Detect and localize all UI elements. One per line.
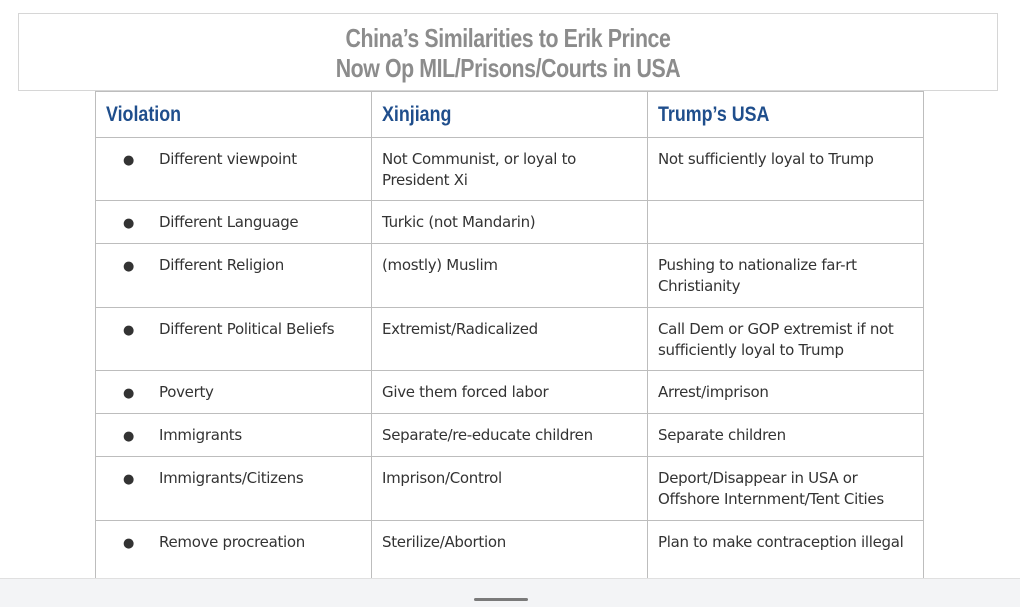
bullet-icon: ●	[123, 216, 135, 231]
xinjiang-cell: Not Communist, or loyal to President Xi	[372, 138, 648, 201]
bullet-icon: ●	[123, 536, 135, 551]
violation-cell: ● Different viewpoint	[96, 138, 372, 201]
usa-cell	[648, 201, 924, 244]
table-row	[96, 457, 924, 521]
xinjiang-cell: Give them forced labor	[372, 371, 648, 414]
violation-cell: ● Different Political Beliefs	[96, 308, 372, 371]
bottom-toolbar	[0, 578, 1020, 607]
title-line-1: China’s Similarities to Erik Prince	[345, 23, 671, 53]
violation-cell: ● Immigrants/Citizens	[96, 457, 372, 521]
usa-cell: Separate children	[648, 414, 924, 457]
title-line-2: Now Op MIL/Prisons/Courts in USA	[335, 53, 681, 83]
xinjiang-cell: (mostly) Muslim	[372, 244, 648, 308]
table-row	[96, 414, 924, 457]
usa-cell: Not sufficiently loyal to Trump	[648, 138, 924, 201]
violation-cell: ● Poverty	[96, 371, 372, 414]
xinjiang-cell: Sterilize/Abortion	[372, 521, 648, 582]
violation-cell: ● Remove procreation	[96, 521, 372, 582]
header-xinjiang: Xinjiang	[372, 92, 648, 138]
usa-cell: Pushing to nationalize far-rt Christianity	[648, 244, 924, 308]
table-row	[96, 138, 924, 201]
usa-cell: Deport/Disappear in USA or Offshore Internment/Tent Cities	[648, 457, 924, 521]
violation-cell: ● Different Religion	[96, 244, 372, 308]
table-row	[96, 201, 924, 244]
slide-title	[18, 13, 998, 91]
xinjiang-cell: Imprison/Control	[372, 457, 648, 521]
usa-cell: Call Dem or GOP extremist if not sufficiently loyal to Trump	[648, 308, 924, 371]
bullet-icon: ●	[123, 429, 135, 444]
header-violation: Violation	[96, 92, 372, 138]
bullet-icon: ●	[123, 323, 135, 338]
table-row	[96, 308, 924, 371]
bullet-icon: ●	[123, 259, 135, 274]
violation-cell: ● Immigrants	[96, 414, 372, 457]
header-usa: Trump’s USA	[648, 92, 924, 138]
table-header-row	[96, 92, 924, 138]
xinjiang-cell: Separate/re-educate children	[372, 414, 648, 457]
xinjiang-cell: Extremist/Radicalized	[372, 308, 648, 371]
bullet-icon: ●	[123, 472, 135, 487]
violation-cell: ● Different Language	[96, 201, 372, 244]
table-row	[96, 521, 924, 582]
drag-handle[interactable]	[474, 598, 528, 601]
bullet-icon: ●	[123, 153, 135, 168]
xinjiang-cell: Turkic (not Mandarin)	[372, 201, 648, 244]
comparison-table	[95, 91, 924, 582]
bullet-icon: ●	[123, 386, 135, 401]
usa-cell: Arrest/imprison	[648, 371, 924, 414]
table-row	[96, 244, 924, 308]
table-row	[96, 371, 924, 414]
usa-cell: Plan to make contraception illegal	[648, 521, 924, 582]
